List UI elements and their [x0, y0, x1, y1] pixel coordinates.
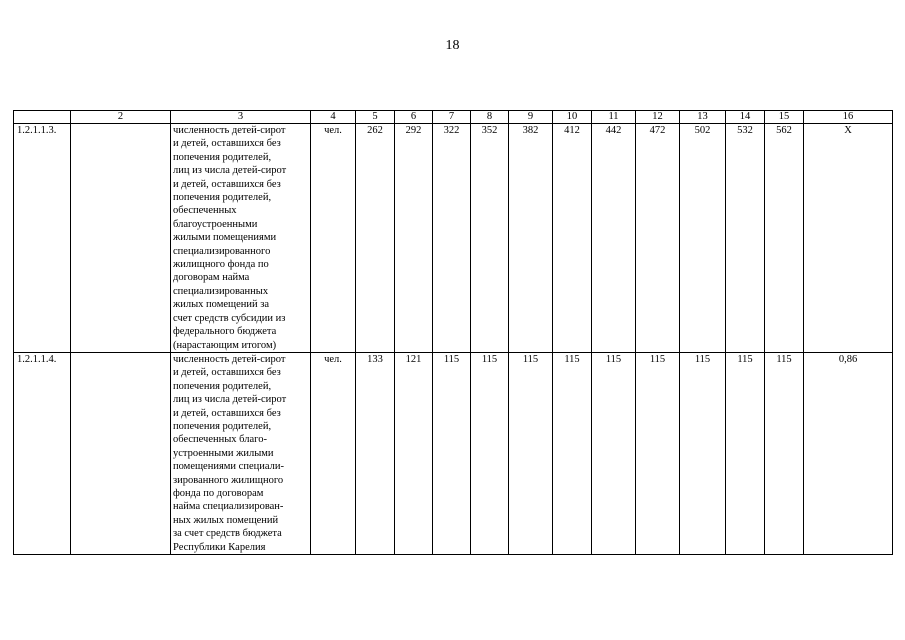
description-line: попечения родителей, [173, 420, 272, 432]
description-line: лиц из числа детей-сирот [173, 165, 287, 177]
value-cell: 382 [509, 124, 553, 353]
indicator-description [171, 352, 311, 554]
value-cell: 115 [726, 352, 765, 554]
header-cell: 14 [726, 111, 765, 124]
header-cell: 5 [356, 111, 395, 124]
value-cell: 115 [636, 352, 680, 554]
description-line: попечения родителей, [173, 151, 272, 163]
value-cell: 115 [765, 352, 804, 554]
description-line: устроенными жилыми [173, 447, 274, 459]
unit-cell: чел. [311, 124, 356, 353]
description-line: федерального бюджета [173, 326, 277, 338]
value-cell: 322 [433, 124, 471, 353]
value-cell: 472 [636, 124, 680, 353]
table-row [14, 352, 893, 554]
description-line: и детей, оставшихся без [173, 367, 281, 379]
description-line: и детей, оставшихся без [173, 407, 281, 419]
value-cell: 115 [471, 352, 509, 554]
description-line: счет средств субсидии из [173, 312, 286, 324]
description-line: найма специализирован- [173, 501, 284, 513]
value-cell: 562 [765, 124, 804, 353]
value-cell: 292 [395, 124, 433, 353]
value-cell: 115 [433, 352, 471, 554]
header-cell: 12 [636, 111, 680, 124]
description-line: численность детей-сирот [173, 353, 286, 365]
col2-cell [71, 124, 171, 353]
header-cell: 10 [553, 111, 592, 124]
header-cell: 4 [311, 111, 356, 124]
description-line: фонда по договорам [173, 487, 264, 499]
description-line: специализированного [173, 245, 271, 257]
value-cell: 115 [553, 352, 592, 554]
header-cell [14, 111, 71, 124]
unit-cell: чел. [311, 352, 356, 554]
col2-cell [71, 352, 171, 554]
value-cell: 502 [680, 124, 726, 353]
header-cell: 7 [433, 111, 471, 124]
description-line: Республики Карелия [173, 541, 266, 553]
page-number: 18 [445, 38, 460, 53]
description-line: обеспеченных благо- [173, 434, 267, 446]
header-cell: 3 [171, 111, 311, 124]
description-line: жилыми помещениями [173, 232, 277, 244]
description-line: зированного жилищного [173, 474, 284, 486]
value-cell: 412 [553, 124, 592, 353]
indicator-code: 1.2.1.1.3. [14, 124, 71, 353]
col16-cell: 0,86 [804, 352, 893, 554]
value-cell: 262 [356, 124, 395, 353]
description-line: ных жилых помещений [173, 514, 279, 526]
header-cell: 6 [395, 111, 433, 124]
header-cell: 9 [509, 111, 553, 124]
description-line: попечения родителей, [173, 192, 272, 204]
description-line: и детей, оставшихся без [173, 138, 281, 150]
value-cell: 133 [356, 352, 395, 554]
column-number-row [14, 111, 893, 124]
value-cell: 532 [726, 124, 765, 353]
header-cell: 2 [71, 111, 171, 124]
value-cell: 115 [509, 352, 553, 554]
header-cell: 13 [680, 111, 726, 124]
description-line: и детей, оставшихся без [173, 178, 281, 190]
description-line: благоустроенными [173, 218, 258, 230]
indicator-table [13, 110, 893, 555]
value-cell: 442 [592, 124, 636, 353]
description-line: (нарастающим итогом) [173, 339, 277, 351]
description-line: за счет средств бюджета [173, 528, 282, 540]
table-row [14, 124, 893, 353]
value-cell: 352 [471, 124, 509, 353]
value-cell: 121 [395, 352, 433, 554]
header-cell: 15 [765, 111, 804, 124]
value-cell: 115 [680, 352, 726, 554]
description-line: договорам найма [173, 272, 250, 284]
value-cell: 115 [592, 352, 636, 554]
col16-cell: X [804, 124, 893, 353]
indicator-description [171, 124, 311, 353]
description-line: лиц из числа детей-сирот [173, 394, 287, 406]
description-line: жилищного фонда по [173, 259, 269, 271]
header-cell: 16 [804, 111, 893, 124]
description-line: специализированных [173, 285, 269, 297]
indicator-code: 1.2.1.1.4. [14, 352, 71, 554]
description-line: помещениями специали- [173, 461, 284, 473]
description-line: численность детей-сирот [173, 125, 286, 136]
header-cell: 8 [471, 111, 509, 124]
description-line: обеспеченных [173, 205, 237, 217]
description-line: попечения родителей, [173, 380, 272, 392]
header-cell: 11 [592, 111, 636, 124]
description-line: жилых помещений за [173, 299, 270, 311]
